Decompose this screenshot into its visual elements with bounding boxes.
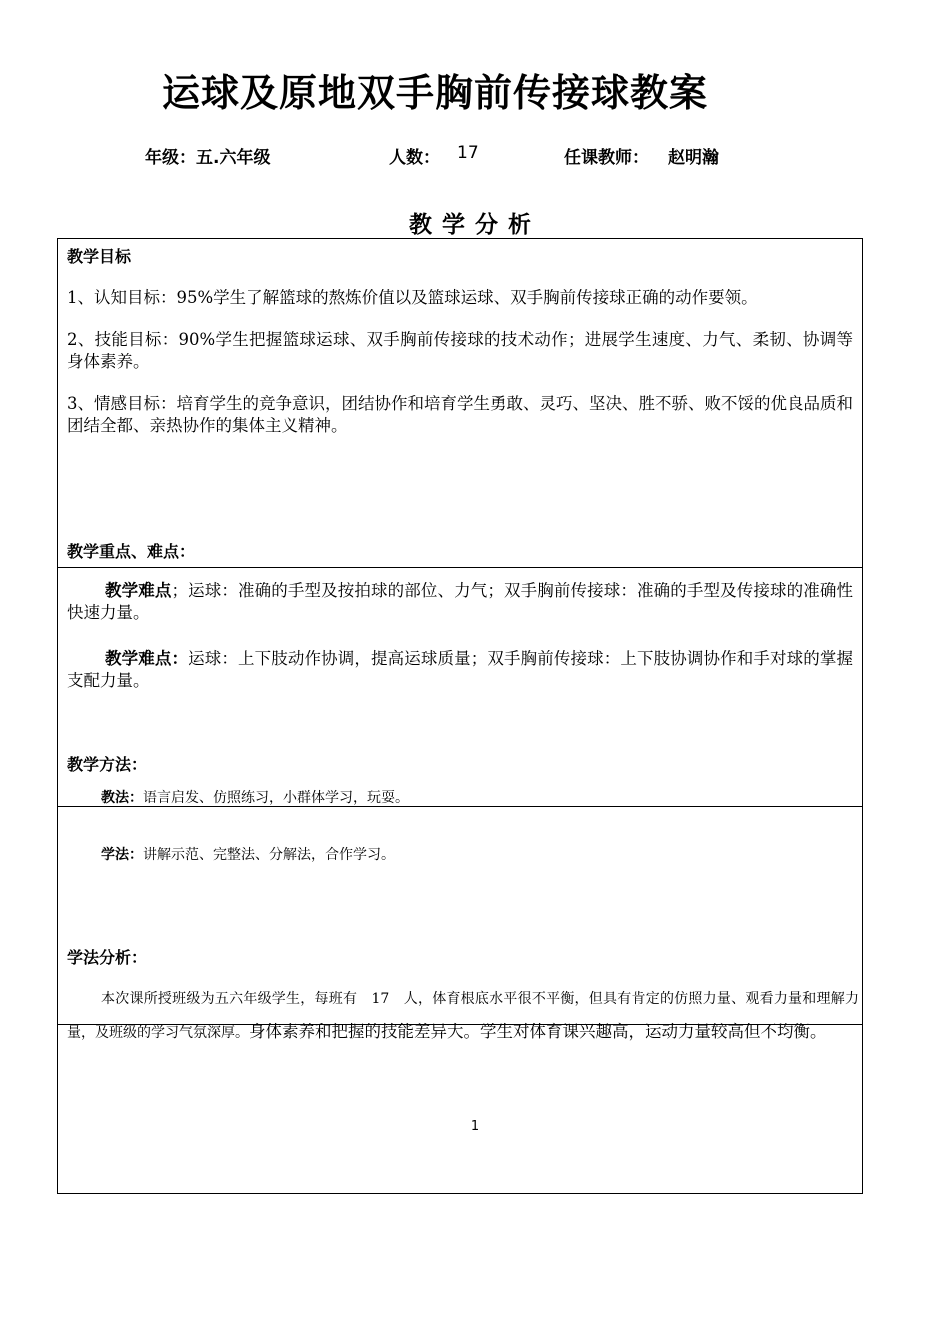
- learning-method-text: 讲解示范、完整法、分解法，合作学习。: [143, 847, 395, 863]
- teacher-name: 赵明瀚: [668, 148, 719, 168]
- learning-method: [101, 845, 841, 865]
- difficulty-label-2: 教学难点：: [105, 649, 189, 668]
- learning-method-label: 学法：: [101, 847, 143, 863]
- section-title: 教学分析: [409, 212, 541, 238]
- goal-affective: 3、情感目标：培育学生的竞争意识，团结协作和培育学生勇敢、灵巧、坚决、胜不骄、败不馁的优良品质和团结全都、亲热协作的集体主义精神。: [67, 394, 853, 435]
- difficulty-label-1: 教学难点: [105, 581, 172, 600]
- analysis-text-part2: 身体素养和把握的技能差异大。学生对体育课兴趣高，运动力量较高但不均衡。: [249, 1022, 827, 1041]
- analysis-heading: 学法分析：: [67, 948, 148, 967]
- teaching-method-text: 语言启发、仿照练习，小群体学习，玩耍。: [143, 790, 409, 806]
- difficulty-paragraph-2: [67, 648, 853, 692]
- analysis-table: [57, 238, 863, 1194]
- teacher-label: 任课教师：: [564, 148, 649, 168]
- methods-heading: 教学方法：: [67, 755, 148, 774]
- analysis-paragraph: [67, 981, 859, 1049]
- count-label: 人数：: [389, 148, 440, 168]
- difficulty-text-2: 运球：上下肢动作协调，提高运球质量；双手胸前传接球：上下肢协调协作和手对球的掌握支配力量。: [67, 649, 853, 690]
- teaching-method: [101, 788, 841, 808]
- page-number: 1: [470, 1119, 480, 1134]
- document-title: 运球及原地双手胸前传接球教案: [161, 71, 708, 115]
- page-break-line: [57, 1024, 863, 1025]
- goals-heading: 教学目标: [67, 247, 132, 266]
- key-points-heading: 教学重点、难点：: [67, 542, 196, 561]
- difficulty-paragraph-1: [67, 580, 853, 624]
- count-value: 17: [457, 143, 479, 163]
- grade-field: 年级：五.六年级: [145, 148, 271, 168]
- goal-skill: 2、技能目标：90%学生把握篮球运球、双手胸前传接球的技术动作；进展学生速度、力气、柔韧、协调等身体素养。: [67, 330, 853, 371]
- goal-cognitive: 1、认知目标：95%学生了解篮球的熬炼价值以及篮球运球、双手胸前传接球正确的动作要领。: [67, 288, 758, 307]
- row-divider: [57, 567, 863, 568]
- teaching-method-label: 教法：: [101, 790, 143, 806]
- analysis-text-part1: 本次课所授班级为五六年级学生，每班有 17 人，体育根底水平很不平衡，但具有肯定的仿照力量、观看力量和理解力量，及班级的学习气氛深厚。: [67, 991, 859, 1041]
- difficulty-text-1: ；运球：准确的手型及按拍球的部位、力气；双手胸前传接球：准确的手型及传接球的准确性快速力量。: [67, 581, 853, 622]
